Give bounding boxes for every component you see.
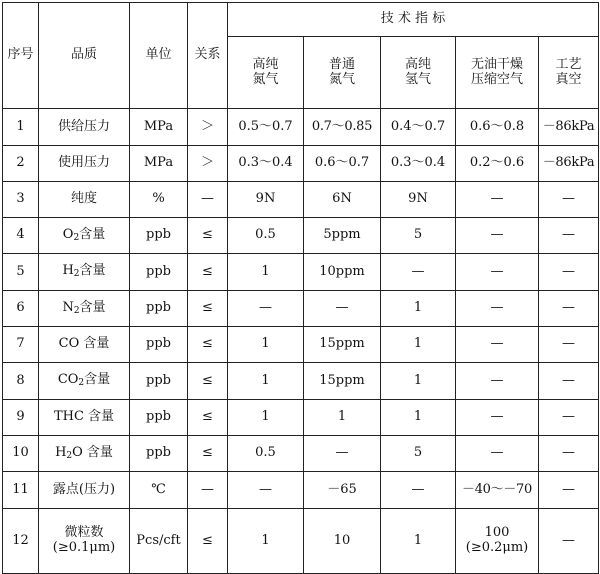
cell-vacuum: — <box>539 254 599 291</box>
cell-nitrogen: －65 <box>304 472 381 509</box>
table-row <box>3 400 599 436</box>
cell-vacuum: — <box>539 436 599 472</box>
cell-dry-air: — <box>456 363 539 400</box>
table-row <box>3 509 599 574</box>
cell-vacuum: — <box>539 400 599 436</box>
row-seq: 11 <box>3 472 39 509</box>
header-tech: 技 术 指 标 <box>228 3 599 37</box>
row-item: 露点(压力) <box>39 472 130 509</box>
table-row <box>3 436 599 472</box>
cell-vacuum: — <box>539 182 599 218</box>
row-item: 纯度 <box>39 182 130 218</box>
header-col-hp-hydrogen: 高纯 氢气 <box>381 37 456 109</box>
row-relation: ≤ <box>188 509 228 574</box>
cell-hp-hydrogen: 1 <box>381 363 456 400</box>
cell-dry-air: — <box>456 327 539 363</box>
cell-hp-nitrogen: 0.3～0.4 <box>228 146 304 182</box>
cell-hp-nitrogen: 0.5～0.7 <box>228 109 304 146</box>
cell-nitrogen: 15ppm <box>304 363 381 400</box>
row-relation: — <box>188 472 228 509</box>
header-col-hp-nitrogen: 高纯 氮气 <box>228 37 304 109</box>
table-row <box>3 291 599 327</box>
cell-hp-hydrogen: — <box>381 254 456 291</box>
table-row <box>3 146 599 182</box>
header-col-dry-air: 无油干燥 压缩空气 <box>456 37 539 109</box>
cell-dry-air: 0.6～0.8 <box>456 109 539 146</box>
row-unit: ppb <box>130 327 188 363</box>
cell-hp-hydrogen: 1 <box>381 327 456 363</box>
row-item: $H_2O$ 含量 <box>39 436 130 472</box>
row-relation: ≤ <box>188 400 228 436</box>
table-row <box>3 327 599 363</box>
row-unit: ppb <box>130 291 188 327</box>
cell-dry-air: — <box>456 291 539 327</box>
cell-nitrogen: 15ppm <box>304 327 381 363</box>
cell-nitrogen: 5ppm <box>304 218 381 254</box>
row-item: THC 含量 <box>39 400 130 436</box>
cell-hp-hydrogen: 9N <box>381 182 456 218</box>
cell-hp-nitrogen: 0.5 <box>228 218 304 254</box>
cell-hp-nitrogen: — <box>228 291 304 327</box>
row-unit: Pcs/cft <box>130 509 188 574</box>
row-unit: ppb <box>130 436 188 472</box>
row-item: $N_2$含量 <box>39 291 130 327</box>
row-relation: ≤ <box>188 254 228 291</box>
row-unit: ppb <box>130 218 188 254</box>
cell-vacuum: — <box>539 509 599 574</box>
row-unit: ppb <box>130 254 188 291</box>
header-col-nitrogen: 普通 氮气 <box>304 37 381 109</box>
table-row <box>3 109 599 146</box>
cell-dry-air: — <box>456 254 539 291</box>
cell-nitrogen: 10 <box>304 509 381 574</box>
table-row <box>3 254 599 291</box>
cell-hp-hydrogen: 5 <box>381 436 456 472</box>
row-unit: % <box>130 182 188 218</box>
row-unit: MPa <box>130 146 188 182</box>
table-row <box>3 363 599 400</box>
cell-dry-air: — <box>456 436 539 472</box>
row-item: 供给压力 <box>39 109 130 146</box>
table-row <box>3 218 599 254</box>
cell-dry-air: 100 (≥0.2μm) <box>456 509 539 574</box>
cell-vacuum: — <box>539 363 599 400</box>
header-item: 品质 <box>39 3 130 109</box>
cell-nitrogen: 0.6～0.7 <box>304 146 381 182</box>
row-unit: ppb <box>130 363 188 400</box>
cell-vacuum: — <box>539 218 599 254</box>
header-col-vacuum: 工艺 真空 <box>539 37 599 109</box>
row-seq: 10 <box>3 436 39 472</box>
row-item: $O_2$含量 <box>39 218 130 254</box>
cell-hp-nitrogen: 9N <box>228 182 304 218</box>
cell-hp-nitrogen: 1 <box>228 254 304 291</box>
row-unit: MPa <box>130 109 188 146</box>
cell-hp-hydrogen: 5 <box>381 218 456 254</box>
row-relation: ≤ <box>188 291 228 327</box>
row-relation: ≤ <box>188 436 228 472</box>
cell-hp-nitrogen: 1 <box>228 327 304 363</box>
row-seq: 5 <box>3 254 39 291</box>
row-seq: 12 <box>3 509 39 574</box>
row-seq: 1 <box>3 109 39 146</box>
cell-hp-hydrogen: 0.3～0.4 <box>381 146 456 182</box>
cell-hp-nitrogen: 0.5 <box>228 436 304 472</box>
cell-hp-hydrogen: — <box>381 472 456 509</box>
row-unit: ℃ <box>130 472 188 509</box>
cell-dry-air: — <box>456 182 539 218</box>
cell-hp-nitrogen: — <box>228 472 304 509</box>
cell-nitrogen: 1 <box>304 400 381 436</box>
cell-vacuum: — <box>539 327 599 363</box>
table-row <box>3 182 599 218</box>
row-item: CO 含量 <box>39 327 130 363</box>
cell-dry-air: — <box>456 400 539 436</box>
row-seq: 6 <box>3 291 39 327</box>
row-seq: 9 <box>3 400 39 436</box>
header-unit: 单位 <box>130 3 188 109</box>
row-seq: 8 <box>3 363 39 400</box>
row-item: 使用压力 <box>39 146 130 182</box>
row-unit: ppb <box>130 400 188 436</box>
spec-table <box>2 2 599 574</box>
cell-vacuum: — <box>539 291 599 327</box>
row-relation: — <box>188 182 228 218</box>
row-relation: ≤ <box>188 218 228 254</box>
row-relation: ≤ <box>188 363 228 400</box>
cell-nitrogen: — <box>304 436 381 472</box>
cell-dry-air: －40～－70 <box>456 472 539 509</box>
cell-hp-nitrogen: 1 <box>228 363 304 400</box>
row-relation: ＞ <box>188 146 228 182</box>
cell-dry-air: — <box>456 218 539 254</box>
cell-hp-nitrogen: 1 <box>228 400 304 436</box>
cell-nitrogen: — <box>304 291 381 327</box>
row-item: 微粒数 (≥0.1μm) <box>39 509 130 574</box>
cell-hp-hydrogen: 0.4～0.7 <box>381 109 456 146</box>
row-item: $CO_2$含量 <box>39 363 130 400</box>
row-item: $H_2$含量 <box>39 254 130 291</box>
row-seq: 2 <box>3 146 39 182</box>
cell-hp-hydrogen: 1 <box>381 400 456 436</box>
cell-dry-air: 0.2～0.6 <box>456 146 539 182</box>
cell-hp-hydrogen: 1 <box>381 291 456 327</box>
cell-vacuum: — <box>539 472 599 509</box>
row-seq: 3 <box>3 182 39 218</box>
cell-nitrogen: 0.7～0.85 <box>304 109 381 146</box>
cell-nitrogen: 10ppm <box>304 254 381 291</box>
row-seq: 7 <box>3 327 39 363</box>
cell-vacuum: －86kPa <box>539 146 599 182</box>
cell-vacuum: －86kPa <box>539 109 599 146</box>
cell-hp-hydrogen: 1 <box>381 509 456 574</box>
row-seq: 4 <box>3 218 39 254</box>
table-row <box>3 472 599 509</box>
header-relation: 关系 <box>188 3 228 109</box>
cell-hp-nitrogen: 1 <box>228 509 304 574</box>
cell-nitrogen: 6N <box>304 182 381 218</box>
row-relation: ≤ <box>188 327 228 363</box>
header-seq: 序号 <box>3 3 39 109</box>
row-relation: ＞ <box>188 109 228 146</box>
